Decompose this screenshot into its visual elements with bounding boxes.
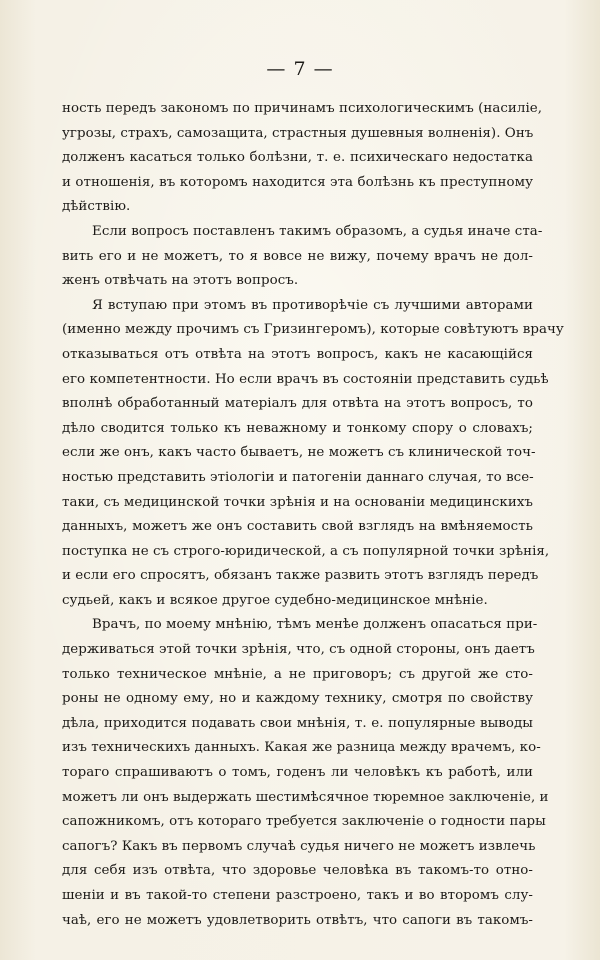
text-line: если же онъ, какъ часто бываетъ, не можетъ съ клинической точ- (62, 445, 536, 461)
text-line: тораго спрашиваютъ о томъ, годенъ ли человѣкъ къ работѣ, или (62, 765, 533, 781)
text-line: Врачъ, по моему мнѣнію, тѣмъ менѣе долженъ опасаться при- (92, 617, 538, 633)
body-text (62, 97, 564, 933)
text-line: Я вступаю при этомъ въ противорѣчіе съ лучшими авторами (92, 297, 533, 313)
text-line: Если вопросъ поставленъ такимъ образомъ, а судья иначе ста- (92, 223, 543, 239)
text-line: чаѣ, его не можетъ удовлетворить отвѣтъ, что сапоги въ такомъ- (62, 912, 533, 928)
text-line: можетъ ли онъ выдержать шестимѣсячное тюремное заключеніе, и (62, 789, 549, 805)
text-line: дѣло сводится только къ неважному и тонкому спору о словахъ; (62, 420, 533, 436)
text-line: женъ отвѣчать на этотъ вопросъ. (62, 273, 299, 289)
text-line: и если его спросятъ, обязанъ также развить этотъ взглядъ передъ (62, 568, 539, 584)
text-line: отказываться отъ отвѣта на этотъ вопросъ, какъ не касающійся (62, 346, 533, 362)
text-line: для себя изъ отвѣта, что здоровье человѣка въ такомъ-то отно- (62, 863, 533, 879)
text-line: данныхъ, можетъ же онъ составить свой взглядъ на вмѣняемость (62, 519, 533, 535)
text-line: ность передъ закономъ по причинамъ психологическимъ (насиліе, (62, 101, 543, 116)
text-line: роны не одному ему, но и каждому технику, смотря по свойству (62, 691, 533, 707)
text-line: сапожникомъ, отъ котораго требуется заключеніе о годности пары (62, 814, 546, 830)
paragraph-4 (62, 613, 549, 933)
text-line: таки, съ медицинской точки зрѣнія и на основаніи медицинскихъ (62, 494, 533, 510)
paragraph-3 (62, 294, 564, 614)
text-line: долженъ касаться только болѣзни, т. е. психическаго недостатка (62, 150, 533, 166)
text-line: изъ техническихъ данныхъ. Какая же разница между врачемъ, ко- (62, 740, 541, 756)
text-line: (именно между прочимъ съ Гризингеромъ), которые совѣтуютъ врачу (62, 322, 564, 338)
text-line: ностью представить этіологіи и патогеніи даннаго случая, то все- (62, 469, 534, 485)
text-line: судьей, какъ и всякое другое судебно-медицинское мнѣніе. (62, 592, 488, 608)
text-line: дѣла, приходится подавать свои мнѣнія, т. е. популярные выводы (62, 715, 533, 731)
text-line: дѣйствію. (62, 199, 131, 215)
text-line: сапогъ? Какъ въ первомъ случаѣ судья ничего не можетъ извлечь (62, 838, 536, 854)
text-line: только техническое мнѣніе, а не приговоръ; съ другой же сто- (62, 666, 533, 682)
text-line: вполнѣ обработанный матеріалъ для отвѣта на этотъ вопросъ, то (62, 396, 533, 412)
text-line: держиваться этой точки зрѣнія, что, съ одной стороны, онъ даетъ (62, 642, 535, 658)
text-line: вить его и не можетъ, то я вовсе не вижу, почему врачъ не дол- (62, 248, 533, 264)
text-line: поступка не съ строго-юридической, а съ популярной точки зрѣнія, (62, 543, 550, 559)
text-line: и отношенія, въ которомъ находится эта болѣзнь къ преступному (62, 174, 533, 190)
text-line: его компетентности. Но если врачъ въ состояніи представить судьѣ (62, 371, 549, 387)
text-line: шеніи и въ такой-то степени разстроено, такъ и во второмъ слу- (62, 888, 533, 903)
page-number: — 7 — (266, 58, 334, 80)
paragraph-1 (62, 97, 543, 220)
text-line: угрозы, страхъ, самозащита, страстныя душевныя волненія). Онъ (62, 125, 534, 141)
paragraph-2 (62, 220, 543, 294)
